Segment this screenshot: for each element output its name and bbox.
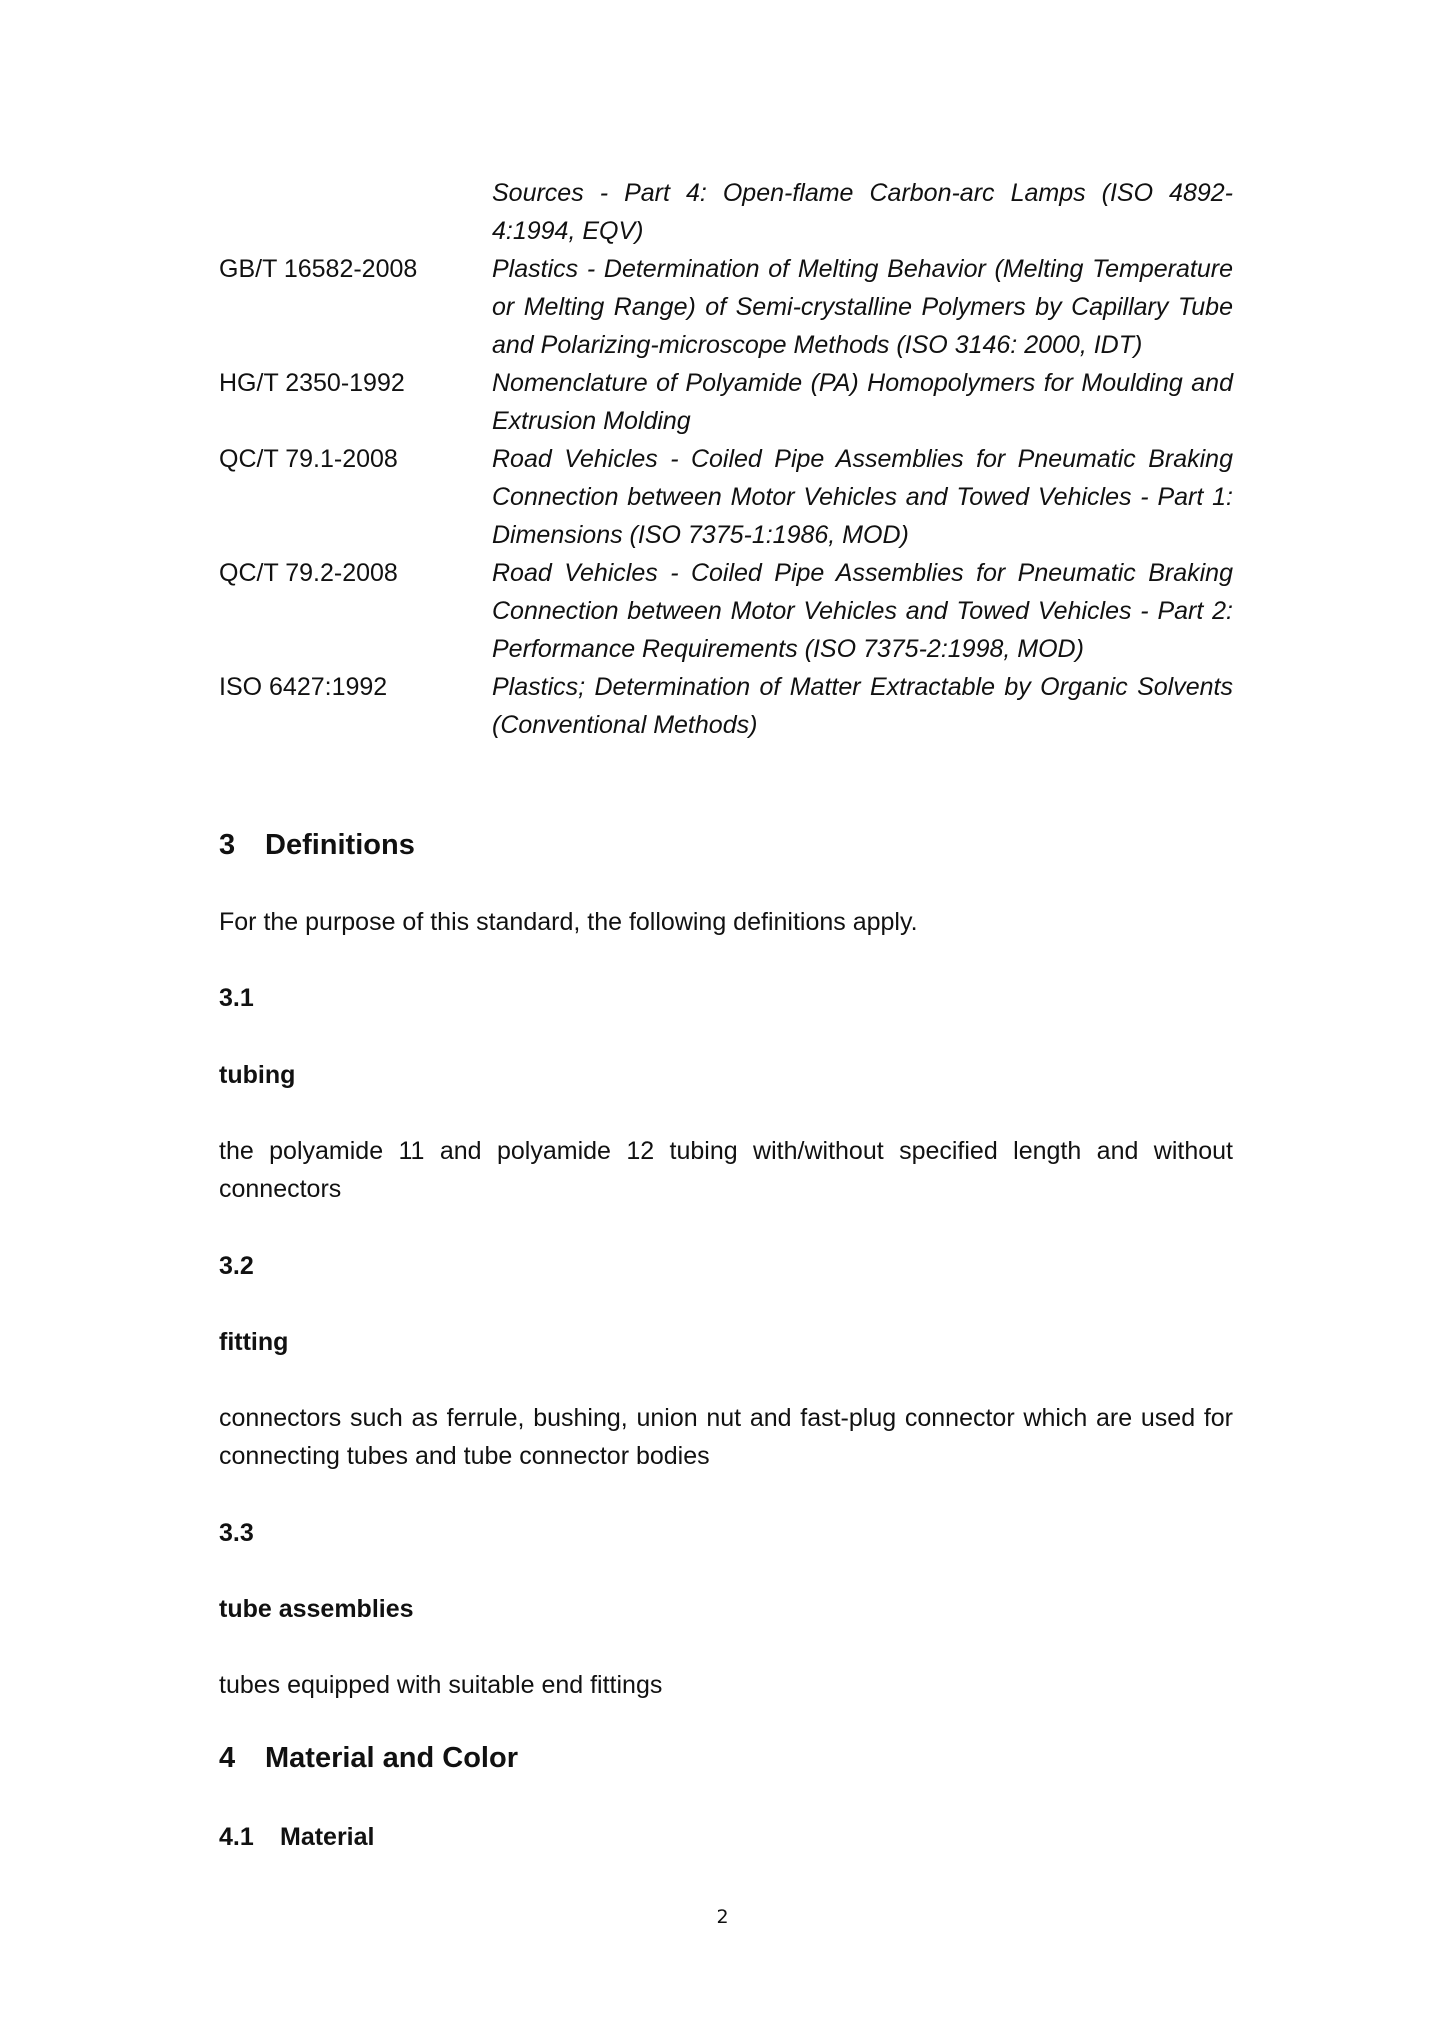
reference-row — [219, 668, 1233, 744]
definition-term: tube assemblies — [219, 1595, 414, 1623]
reference-row — [219, 554, 1233, 668]
reference-title: Plastics; Determination of Matter Extractable by Organic Solvents (Conventional Methods) — [492, 673, 1233, 739]
reference-code: GB/T 16582-2008 — [219, 255, 418, 283]
reference-code: QC/T 79.2-2008 — [219, 559, 398, 587]
reference-row — [219, 440, 1233, 554]
definition-number: 3.2 — [219, 1252, 254, 1280]
reference-code: QC/T 79.1-2008 — [219, 445, 398, 473]
definition-number: 3.1 — [219, 984, 254, 1012]
section-title: Material and Color — [265, 1742, 518, 1774]
definition-text: tubes equipped with suitable end fittings — [219, 1671, 663, 1699]
reference-code — [219, 174, 492, 250]
subsection-title: Material — [280, 1823, 375, 1851]
definition-term: fitting — [219, 1328, 289, 1356]
section-number: 4 — [219, 1742, 236, 1774]
subsection-number: 4.1 — [219, 1823, 254, 1851]
definition-number: 3.3 — [219, 1519, 254, 1547]
reference-title: Nomenclature of Polyamide (PA) Homopolymers for Moulding and Extrusion Molding — [492, 369, 1233, 435]
reference-row — [219, 364, 1233, 440]
section-number: 3 — [219, 829, 236, 861]
definition-term: tubing — [219, 1061, 296, 1089]
definitions-intro: For the purpose of this standard, the following definitions apply. — [219, 908, 918, 936]
section-title: Definitions — [265, 829, 415, 861]
reference-title: Plastics - Determination of Melting Behavior (Melting Temperature or Melting Range) of Semi-crystalline Polymers by Capillary Tube and Polarizing-microscope Methods (ISO 3146: 2000, IDT) — [492, 255, 1233, 359]
reference-code: ISO 6427:1992 — [219, 673, 388, 701]
reference-title: Sources - Part 4: Open-flame Carbon-arc Lamps (ISO 4892-4:1994, EQV) — [492, 179, 1233, 245]
normative-references-list — [219, 174, 1233, 744]
reference-row — [219, 250, 1233, 364]
reference-title: Road Vehicles - Coiled Pipe Assemblies for Pneumatic Braking Connection between Motor Vehicles and Towed Vehicles - Part 2: Performance Requirements (ISO 7375-2:1998, MOD) — [492, 559, 1233, 663]
section-4-heading — [219, 1739, 518, 1777]
reference-title: Road Vehicles - Coiled Pipe Assemblies for Pneumatic Braking Connection between Motor Vehicles and Towed Vehicles - Part 1: Dimensions (ISO 7375-1:1986, MOD) — [492, 445, 1233, 549]
page-number: 2 — [716, 1906, 729, 1928]
reference-code: HG/T 2350-1992 — [219, 369, 405, 397]
reference-row — [219, 174, 1233, 250]
subsection-4-1-heading — [219, 1818, 374, 1856]
section-3-heading — [219, 826, 415, 864]
definition-text: the polyamide 11 and polyamide 12 tubing with/without specified length and without connectors — [219, 1137, 1233, 1203]
definition-text: connectors such as ferrule, bushing, union nut and fast-plug connector which are used for connecting tubes and tube connector bodies — [219, 1404, 1233, 1470]
